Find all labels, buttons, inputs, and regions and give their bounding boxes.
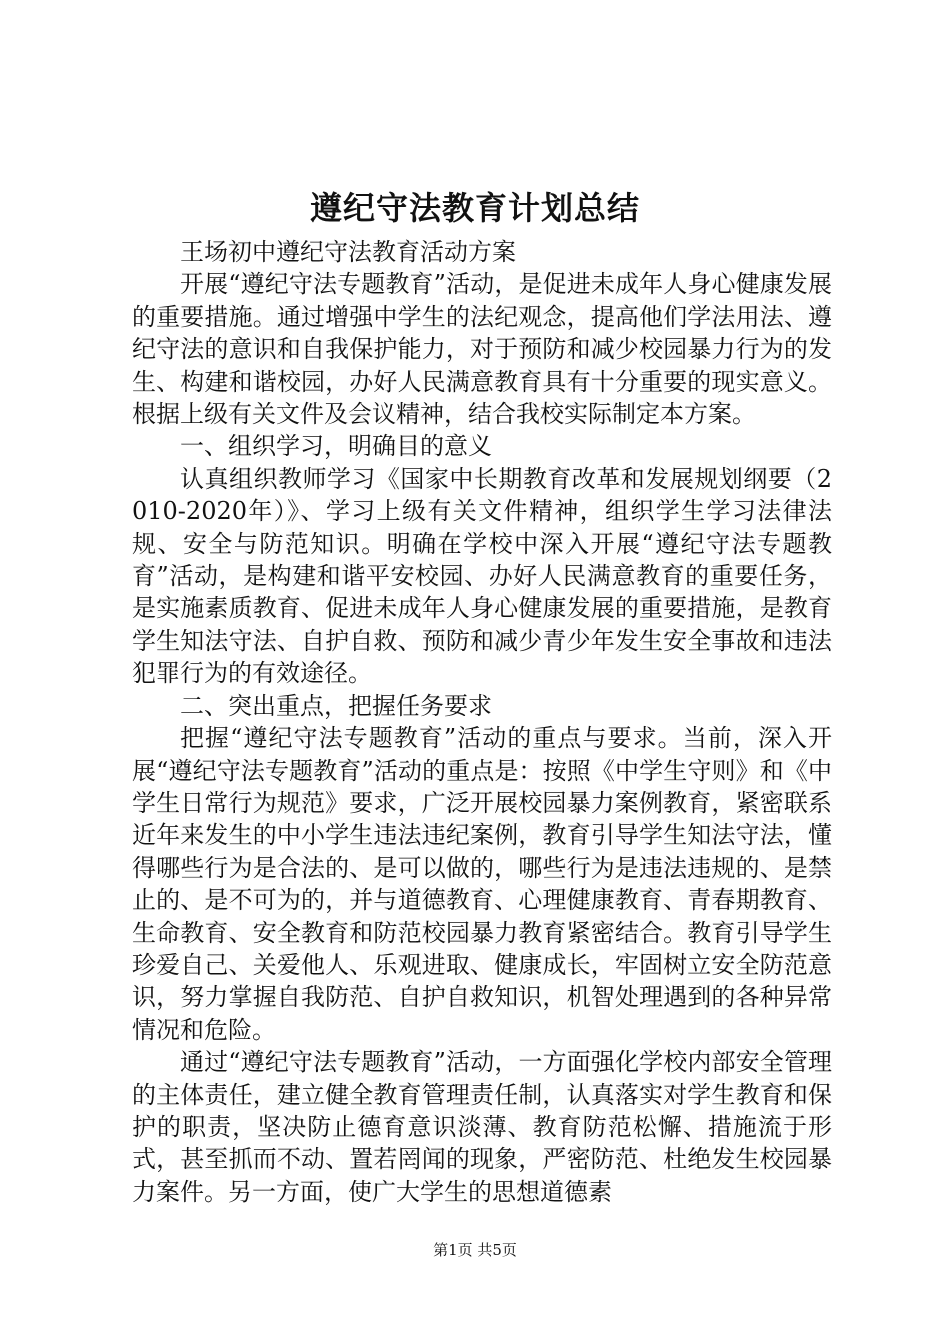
paragraph-subtitle: 王场初中遵纪守法教育活动方案: [180, 238, 516, 266]
section-heading-2: 二、突出重点，把握任务要求: [180, 691, 492, 720]
paragraph-intro: 开展“遵纪守法专题教育”活动，是促进未成年人身心健康发展的重要措施。通过增强中学生的法纪观念，提高他们学法用法、遵纪守法的意识和自我保护能力，对于预防和减少校园暴力行为的发生、构建和谐校园，办好人民满意教育具有十分重要的现实意义。根据上级有关文件及会议精神，结合我校实际制定本方案。: [132, 270, 832, 429]
page-number-footer: 第1页 共5页: [433, 1241, 517, 1259]
document-body: [132, 236, 832, 1208]
section-heading-1: 一、组织学习，明确目的意义: [180, 432, 492, 461]
document-title: 遵纪守法教育计划总结: [309, 189, 640, 227]
paragraph-section-2-continued: 通过“遵纪守法专题教育”活动，一方面强化学校内部安全管理的主体责任，建立健全教育管理责任制，认真落实对学生教育和保护的职责，坚决防止德育意识淡薄、教育防范松懈、措施流于形式，甚至抓而不动、置若罔闻的现象，严密防范、杜绝发生校园暴力案件。另一方面，使广大学生的思想道德素: [132, 1048, 832, 1206]
paragraph-section-2: 把握“遵纪守法专题教育”活动的重点与要求。当前，深入开展“遵纪守法专题教育”活动的重点是：按照《中学生守则》和《中学生日常行为规范》要求，广泛开展校园暴力案例教育，紧密联系近年来发生的中小学生违法违纪案例，教育引导学生知法守法，懂得哪些行为是合法的、是可以做的，哪些行为是违法违规的、是禁止的、是不可为的，并与道德教育、心理健康教育、青春期教育、生命教育、安全教育和防范校园暴力教育紧密结合。教育引导学生珍爱自己、关爱他人、乐观进取、健康成长，牢固树立安全防范意识，努力掌握自我防范、自护自救知识，机智处理遇到的各种异常情况和危险。: [132, 724, 832, 1044]
paragraph-section-1: 认真组织教师学习《国家中长期教育改革和发展规划纲要（2010-2020年）》、学习上级有关文件精神，组织学生学习法律法规、安全与防范知识。明确在学校中深入开展“遵纪守法专题教育”活动，是构建和谐平安校园、办好人民满意教育的重要任务，是实施素质教育、促进未成年人身心健康发展的重要措施，是教育学生知法守法、自护自救、预防和减少青少年发生安全事故和违法犯罪行为的有效途径。: [132, 464, 832, 688]
